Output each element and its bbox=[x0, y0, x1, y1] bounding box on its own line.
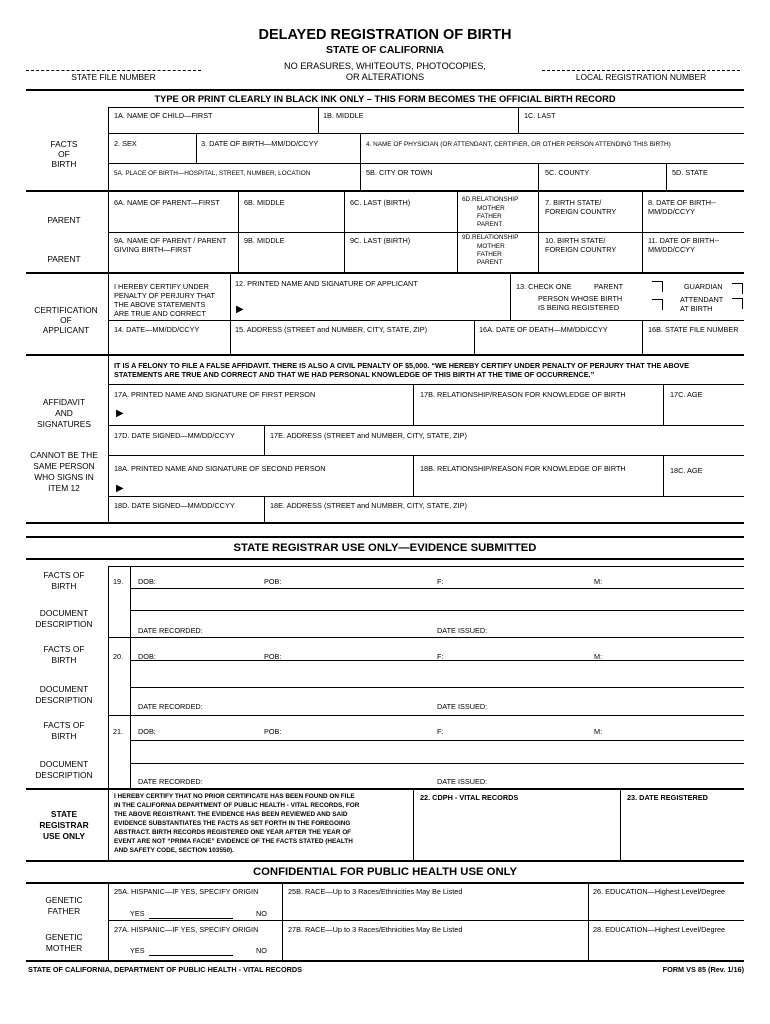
registrar-facts-label-1: FACTS OF bbox=[43, 720, 85, 730]
field-6d-relationship: 6D.RELATIONSHIP bbox=[462, 196, 519, 203]
cannot-same-person-4: ITEM 12 bbox=[48, 483, 80, 493]
document-description-label-1: DOCUMENT bbox=[39, 759, 89, 769]
certify-statement-2: PENALTY OF PERJURY THAT bbox=[114, 291, 215, 300]
field-1a-child-first-name[interactable]: 1A. NAME OF CHILD—FIRST bbox=[114, 111, 213, 120]
checkbox-person-icon[interactable] bbox=[652, 299, 663, 310]
field-17e-address[interactable]: 17E. ADDRESS (STREET and NUMBER, CITY, STATE, ZIP) bbox=[270, 431, 467, 440]
date-recorded-field[interactable]: DATE RECORDED: bbox=[138, 626, 203, 635]
signature-arrow-icon: ▶ bbox=[116, 408, 124, 419]
field-7-birth-state-line-1[interactable]: 7. BIRTH STATE/ bbox=[545, 198, 602, 207]
affidavit-label-2: AND bbox=[55, 408, 73, 418]
option-attendant-2: AT BIRTH bbox=[680, 304, 713, 313]
state-registrar-label-1: STATE bbox=[50, 809, 78, 819]
field-18b-relationship[interactable]: 18B. RELATIONSHIP/REASON FOR KNOWLEDGE OF BIRTH bbox=[420, 464, 626, 473]
field-17a-first-person-signature[interactable]: 17A. PRINTED NAME AND SIGNATURE OF FIRST PERSON bbox=[114, 390, 316, 399]
local-registration-number-label: LOCAL REGISTRATION NUMBER bbox=[575, 72, 707, 82]
field-23-date-registered[interactable]: 23. DATE REGISTERED bbox=[627, 793, 708, 802]
registrar-facts-label-2: BIRTH bbox=[51, 655, 77, 665]
pob-field[interactable]: POB: bbox=[264, 727, 282, 736]
state-file-number-line[interactable] bbox=[26, 70, 201, 71]
relationship-6d-father-option[interactable]: FATHER bbox=[477, 213, 502, 220]
state-registrar-label-2: REGISTRAR bbox=[39, 820, 89, 830]
field-17c-age[interactable]: 17C. AGE bbox=[670, 390, 703, 399]
registrar-certification-3: THE ABOVE REGISTRANT. THE EVIDENCE HAS BEEN REVIEWED AND SAID bbox=[114, 811, 348, 818]
field-13-check-one: 13. CHECK ONE bbox=[516, 282, 572, 291]
local-registration-number-line[interactable] bbox=[542, 70, 740, 71]
relationship-6d-mother-option[interactable]: MOTHER bbox=[477, 205, 505, 212]
confidential-section-title: CONFIDENTIAL FOR PUBLIC HEALTH USE ONLY bbox=[252, 866, 518, 878]
registrar-certification-7: AND SAFETY CODE, SECTION 103550). bbox=[114, 847, 234, 854]
no-erasures-notice-2: OR ALTERATIONS bbox=[345, 72, 425, 82]
date-recorded-field[interactable]: DATE RECORDED: bbox=[138, 777, 203, 786]
field-18e-address[interactable]: 18E. ADDRESS (STREET and NUMBER, CITY, STATE, ZIP) bbox=[270, 501, 467, 510]
field-26-education[interactable]: 26. EDUCATION—Highest Level/Degree bbox=[593, 887, 726, 896]
relationship-9d-father-option[interactable]: FATHER bbox=[477, 251, 502, 258]
field-10-birth-state-line-2: FOREIGN COUNTRY bbox=[545, 245, 617, 254]
cannot-same-person-1: CANNOT BE THE bbox=[30, 450, 98, 460]
signature-arrow-icon: ▶ bbox=[116, 483, 124, 494]
date-issued-field[interactable]: DATE ISSUED: bbox=[437, 702, 488, 711]
field-10-birth-state-line-1[interactable]: 10. BIRTH STATE/ bbox=[545, 236, 606, 245]
state-registrar-label-3: USE ONLY bbox=[42, 831, 86, 841]
relationship-6d-parent-option[interactable]: PARENT bbox=[477, 221, 503, 228]
genetic-mother-label-2: MOTHER bbox=[45, 943, 83, 953]
registrar-section-title: STATE REGISTRAR USE ONLY—EVIDENCE SUBMITTED bbox=[233, 542, 537, 554]
date-issued-field[interactable]: DATE ISSUED: bbox=[437, 777, 488, 786]
field-1b-child-middle-name[interactable]: 1B. MIDDLE bbox=[323, 111, 364, 120]
field-12-applicant-signature[interactable]: 12. PRINTED NAME AND SIGNATURE OF APPLICANT bbox=[235, 279, 418, 288]
registrar-certification-6: EVENT ARE NOT “PRIMA FACIE” EVIDENCE OF THE FACTS STATED (HEALTH bbox=[114, 838, 353, 845]
registrar-facts-label-1: FACTS OF bbox=[43, 570, 85, 580]
field-1c-child-last-name[interactable]: 1C. LAST bbox=[524, 111, 556, 120]
cannot-same-person-2: SAME PERSON bbox=[33, 461, 95, 471]
field-8-date-of-birth-line-1[interactable]: 8. DATE OF BIRTH-- bbox=[648, 198, 716, 207]
field-9c-parent-last-name[interactable]: 9C. LAST (BIRTH) bbox=[350, 236, 411, 245]
date-issued-field[interactable]: DATE ISSUED: bbox=[437, 626, 488, 635]
field-7-birth-state-line-2: FOREIGN COUNTRY bbox=[545, 207, 617, 216]
field-27b-race[interactable]: 27B. RACE—Up to 3 Races/Ethnicities May Be Listed bbox=[288, 925, 463, 934]
field-15-address[interactable]: 15. ADDRESS (STREET and NUMBER, CITY, STATE, ZIP) bbox=[235, 325, 428, 334]
field-6c-parent-last-name[interactable]: 6C. LAST (BIRTH) bbox=[350, 198, 411, 207]
hispanic-origin-line[interactable] bbox=[149, 955, 233, 956]
field-9a-parent-first-name-line-1[interactable]: 9A. NAME OF PARENT / PARENT bbox=[114, 236, 227, 245]
dob-field[interactable]: DOB: bbox=[138, 577, 156, 586]
document-description-label-2: DESCRIPTION bbox=[35, 619, 93, 629]
registrar-certification-5: ABSTRACT. BIRTH RECORDS REGISTERED ONE YEAR AFTER THE YEAR OF bbox=[114, 829, 352, 836]
no-erasures-notice-1: NO ERASURES, WHITEOUTS, PHOTOCOPIES, bbox=[284, 61, 486, 71]
field-5a-place-of-birth[interactable]: 5A. PLACE OF BIRTH—HOSPITAL, STREET, NUMBER, LOCATION bbox=[114, 170, 311, 177]
relationship-9d-parent-option[interactable]: PARENT bbox=[477, 259, 503, 266]
certification-label-3: APPLICANT bbox=[42, 325, 90, 335]
felony-warning-2: STATEMENTS ARE TRUE AND CORRECT AND THAT WE HAD PERSONAL KNOWLEDGE OF THIS BIRTH AT THE TIME OF OCCURRENCE.” bbox=[114, 370, 595, 379]
field-11-date-of-birth-line-2: MM/DD/CCYY bbox=[648, 245, 696, 254]
state-file-number-label: STATE FILE NUMBER bbox=[71, 72, 156, 82]
document-description-label-2: DESCRIPTION bbox=[35, 770, 93, 780]
registrar-facts-label-2: BIRTH bbox=[51, 731, 77, 741]
field-5d-state[interactable]: 5D. STATE bbox=[672, 168, 708, 177]
ink-instruction: TYPE OR PRINT CLEARLY IN BLACK INK ONLY – THIS FORM BECOMES THE OFFICIAL BIRTH RECORD bbox=[154, 94, 616, 104]
relationship-9d-mother-option[interactable]: MOTHER bbox=[477, 243, 505, 250]
option-guardian[interactable]: GUARDIAN bbox=[684, 282, 723, 291]
document-description-label-2: DESCRIPTION bbox=[35, 695, 93, 705]
field-16b-state-file-number[interactable]: 16B. STATE FILE NUMBER bbox=[648, 325, 739, 334]
certification-label-1: CERTIFICATION bbox=[34, 305, 98, 315]
option-parent[interactable]: PARENT bbox=[594, 282, 624, 291]
field-25b-race[interactable]: 25B. RACE—Up to 3 Races/Ethnicities May Be Listed bbox=[288, 887, 463, 896]
field-18a-second-person-signature[interactable]: 18A. PRINTED NAME AND SIGNATURE OF SECOND PERSON bbox=[114, 464, 326, 473]
registrar-facts-label-2: BIRTH bbox=[51, 581, 77, 591]
header-rule bbox=[26, 89, 744, 91]
genetic-mother-label-1: GENETIC bbox=[45, 932, 83, 942]
certify-statement-4: ARE TRUE AND CORRECT bbox=[114, 309, 206, 318]
field-6b-parent-middle-name[interactable]: 6B. MIDDLE bbox=[244, 198, 285, 207]
father-field[interactable]: F: bbox=[437, 652, 444, 661]
form-title: DELAYED REGISTRATION OF BIRTH bbox=[258, 27, 512, 43]
hispanic-yes-option[interactable]: YES bbox=[130, 909, 145, 918]
signature-arrow-icon: ▶ bbox=[236, 304, 244, 315]
document-description-label-1: DOCUMENT bbox=[39, 608, 89, 618]
checkbox-guardian-icon[interactable] bbox=[732, 283, 743, 294]
father-field[interactable]: F: bbox=[437, 727, 444, 736]
registrar-facts-label-1: FACTS OF bbox=[43, 644, 85, 654]
parent-label-2: PARENT bbox=[47, 254, 81, 264]
field-2-sex[interactable]: 2. SEX bbox=[114, 139, 137, 148]
row-number-19: 19. bbox=[113, 577, 124, 586]
row-number-21: 21. bbox=[113, 727, 124, 736]
field-25a-hispanic-origin[interactable]: 25A. HISPANIC—IF YES, SPECIFY ORIGIN bbox=[114, 887, 259, 896]
row-number-20: 20. bbox=[113, 652, 124, 661]
cannot-same-person-3: WHO SIGNS IN bbox=[34, 472, 94, 482]
parent-label-1: PARENT bbox=[47, 215, 81, 225]
facts-of-birth-label-2: OF bbox=[58, 149, 70, 159]
hispanic-no-option[interactable]: NO bbox=[256, 946, 267, 955]
certify-statement-1: I HEREBY CERTIFY UNDER bbox=[114, 282, 209, 291]
field-22-cdph-vital-records[interactable]: 22. CDPH - VITAL RECORDS bbox=[420, 793, 519, 802]
facts-of-birth-label-3: BIRTH bbox=[51, 159, 77, 169]
field-6a-parent-first-name[interactable]: 6A. NAME OF PARENT—FIRST bbox=[114, 198, 220, 207]
dob-field[interactable]: DOB: bbox=[138, 652, 156, 661]
genetic-father-label-1: GENETIC bbox=[45, 895, 83, 905]
certify-statement-3: THE ABOVE STATEMENTS bbox=[114, 300, 206, 309]
field-5c-county[interactable]: 5C. COUNTY bbox=[545, 168, 590, 177]
option-person-whose-birth-1[interactable]: PERSON WHOSE BIRTH bbox=[538, 294, 623, 303]
checkbox-parent-icon[interactable] bbox=[652, 281, 663, 292]
mother-field[interactable]: M: bbox=[594, 652, 603, 661]
field-17b-relationship[interactable]: 17B. RELATIONSHIP/REASON FOR KNOWLEDGE OF BIRTH bbox=[420, 390, 626, 399]
mother-field[interactable]: M: bbox=[594, 727, 603, 736]
field-9a-parent-first-name-line-2: GIVING BIRTH—FIRST bbox=[114, 245, 192, 254]
field-27a-hispanic-origin[interactable]: 27A. HISPANIC—IF YES, SPECIFY ORIGIN bbox=[114, 925, 259, 934]
document-description-label-1: DOCUMENT bbox=[39, 684, 89, 694]
father-field[interactable]: F: bbox=[437, 577, 444, 586]
checkbox-attendant-icon[interactable] bbox=[732, 298, 743, 309]
footer-department: STATE OF CALIFORNIA, DEPARTMENT OF PUBLIC HEALTH - VITAL RECORDS bbox=[28, 965, 303, 974]
facts-of-birth-label-1: FACTS bbox=[50, 139, 78, 149]
field-14-date[interactable]: 14. DATE—MM/DD/CCYY bbox=[114, 325, 200, 334]
form-subtitle: STATE OF CALIFORNIA bbox=[325, 44, 445, 56]
pob-field[interactable]: POB: bbox=[264, 577, 282, 586]
option-attendant-1[interactable]: ATTENDANT bbox=[680, 295, 724, 304]
registrar-certification-4: EVIDENCE SUBSTANTIATES THE FACTS AS SET FORTH IN THE FOREGOING bbox=[114, 820, 351, 827]
field-11-date-of-birth-line-1[interactable]: 11. DATE OF BIRTH-- bbox=[648, 236, 720, 245]
field-18c-age[interactable]: 18C. AGE bbox=[670, 466, 703, 475]
field-18d-date-signed[interactable]: 18D. DATE SIGNED—MM/DD/CCYY bbox=[114, 501, 235, 510]
option-person-whose-birth-2: IS BEING REGISTERED bbox=[538, 303, 620, 312]
field-16a-date-of-death[interactable]: 16A. DATE OF DEATH—MM/DD/CCYY bbox=[479, 325, 608, 334]
hispanic-no-option[interactable]: NO bbox=[256, 909, 267, 918]
field-28-education[interactable]: 28. EDUCATION—Highest Level/Degree bbox=[593, 925, 726, 934]
genetic-father-label-2: FATHER bbox=[47, 906, 81, 916]
mother-field[interactable]: M: bbox=[594, 577, 603, 586]
field-17d-date-signed[interactable]: 17D. DATE SIGNED—MM/DD/CCYY bbox=[114, 431, 235, 440]
field-8-date-of-birth-line-2: MM/DD/CCYY bbox=[648, 207, 696, 216]
pob-field[interactable]: POB: bbox=[264, 652, 282, 661]
field-9d-relationship: 9D.RELATIONSHIP bbox=[462, 234, 519, 241]
field-3-date-of-birth[interactable]: 3. DATE OF BIRTH—MM/DD/CCYY bbox=[201, 139, 319, 148]
dob-field[interactable]: DOB: bbox=[138, 727, 156, 736]
felony-warning-1: IT IS A FELONY TO FILE A FALSE AFFIDAVIT. THERE IS ALSO A CIVIL PENALTY OF $5,000. “WE HEREBY CERTIFY UNDER PENALTY OF PERJURY THAT THE ABOVE bbox=[114, 361, 690, 370]
hispanic-origin-line[interactable] bbox=[149, 918, 233, 919]
hispanic-yes-option[interactable]: YES bbox=[130, 946, 145, 955]
field-9b-parent-middle-name[interactable]: 9B. MIDDLE bbox=[244, 236, 285, 245]
date-recorded-field[interactable]: DATE RECORDED: bbox=[138, 702, 203, 711]
registrar-certification-1: I HEREBY CERTIFY THAT NO PRIOR CERTIFICATE HAS BEEN FOUND ON FILE bbox=[114, 793, 355, 800]
certification-label-2: OF bbox=[60, 315, 72, 325]
affidavit-label-3: SIGNATURES bbox=[37, 419, 91, 429]
field-4-physician-name[interactable]: 4. NAME OF PHYSICIAN (OR ATTENDANT, CERTIFIER, OR OTHER PERSON ATTENDING THIS BIRTH) bbox=[366, 141, 671, 148]
registrar-certification-2: IN THE CALIFORNIA DEPARTMENT OF PUBLIC HEALTH - VITAL RECORDS, FOR bbox=[114, 802, 360, 809]
footer-form-number: FORM VS 85 (Rev. 1/16) bbox=[662, 965, 744, 974]
affidavit-label-1: AFFIDAVIT bbox=[42, 397, 86, 407]
field-5b-city[interactable]: 5B. CITY OR TOWN bbox=[366, 168, 433, 177]
